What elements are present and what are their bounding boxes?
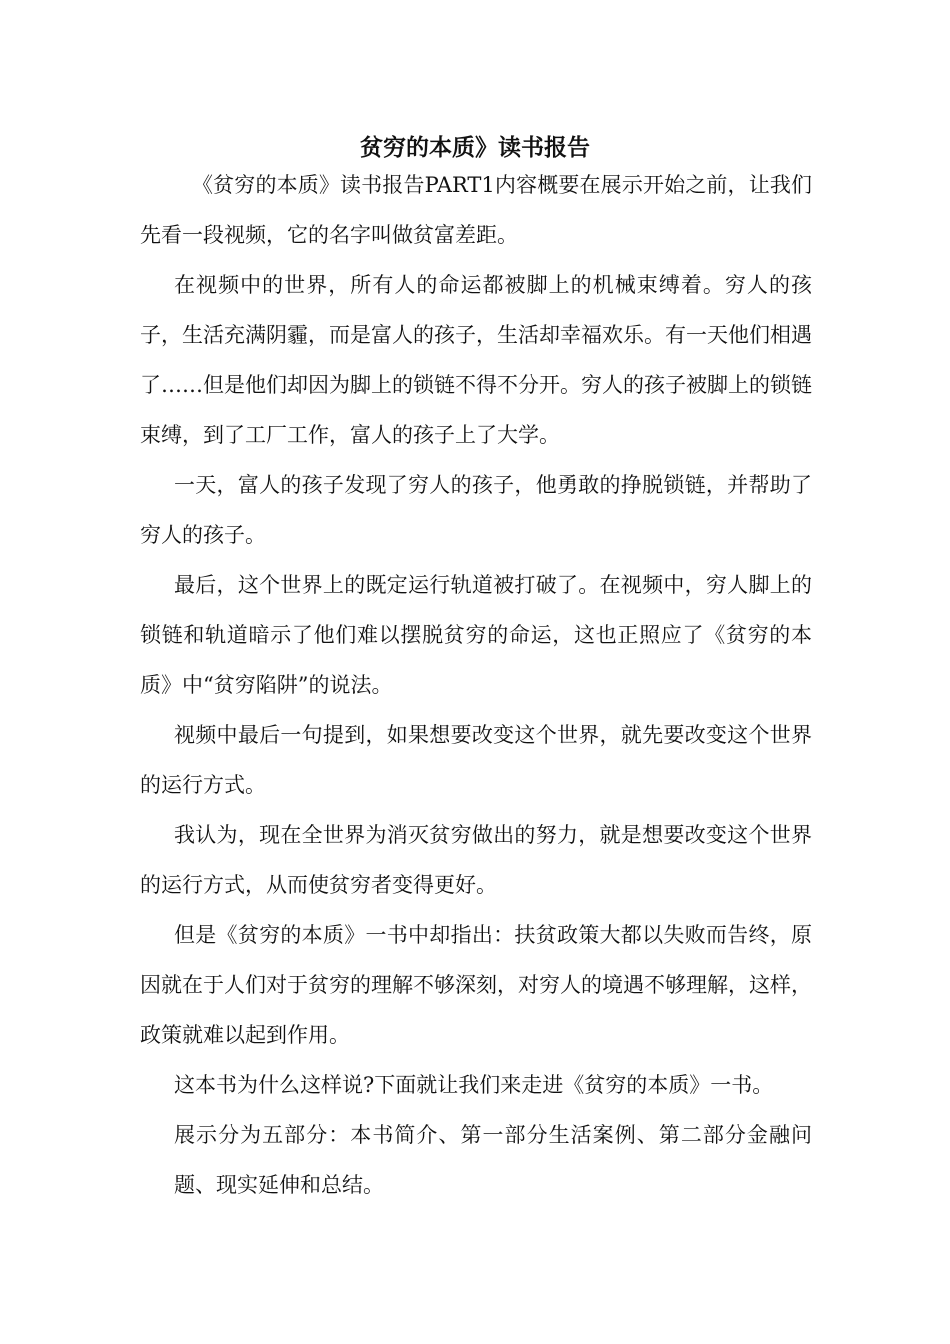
paragraph-outline: 展示分为五部分：本书简介、第一部分生活案例、第二部分金融问题、现实延伸和总结。 [174,1123,812,1197]
document-body [140,160,812,1210]
paragraph-change-world: 视频中最后一句提到，如果想要改变这个世界，就先要改变这个世界的运行方式。 [140,723,812,797]
paragraph-question: 这本书为什么这样说?下面就让我们来走进《贫穷的本质》一书。 [174,1073,774,1097]
paragraph-video-world: 在视频中的世界，所有人的命运都被脚上的机械束缚着。穷人的孩子，生活充满阴霾，而是富人的孩子，生活却幸福欢乐。有一天他们相遇了……但是他们却因为脚上的锁链不得不分开。穷人的孩子被脚上的锁链束缚，到了工厂工作，富人的孩子上了大学。 [140,273,812,447]
paragraph-opinion: 我认为，现在全世界为消灭贫穷做出的努力，就是想要改变这个世界的运行方式，从而使贫穷者变得更好。 [140,823,812,897]
paragraph-intro: 《贫穷的本质》读书报告PART1内容概要在展示开始之前，让我们先看一段视频，它的名字叫做贫富差距。 [140,173,812,247]
paragraph-policy-failure: 但是《贫穷的本质》一书中却指出：扶贫政策大都以失败而告终，原因就在于人们对于贫穷的理解不够深刻，对穷人的境遇不够理解，这样，政策就难以起到作用。 [140,923,812,1047]
paragraph-poverty-trap: 最后，这个世界上的既定运行轨道被打破了。在视频中，穷人脚上的锁链和轨道暗示了他们难以摆脱贫穷的命运，这也正照应了《贫穷的本质》中“贫穷陷阱”的说法。 [140,573,812,697]
document-title: 贫穷的本质》读书报告 [360,134,590,162]
paragraph-rich-child: 一天，富人的孩子发现了穷人的孩子，他勇敢的挣脱锁链，并帮助了穷人的孩子。 [140,473,812,547]
